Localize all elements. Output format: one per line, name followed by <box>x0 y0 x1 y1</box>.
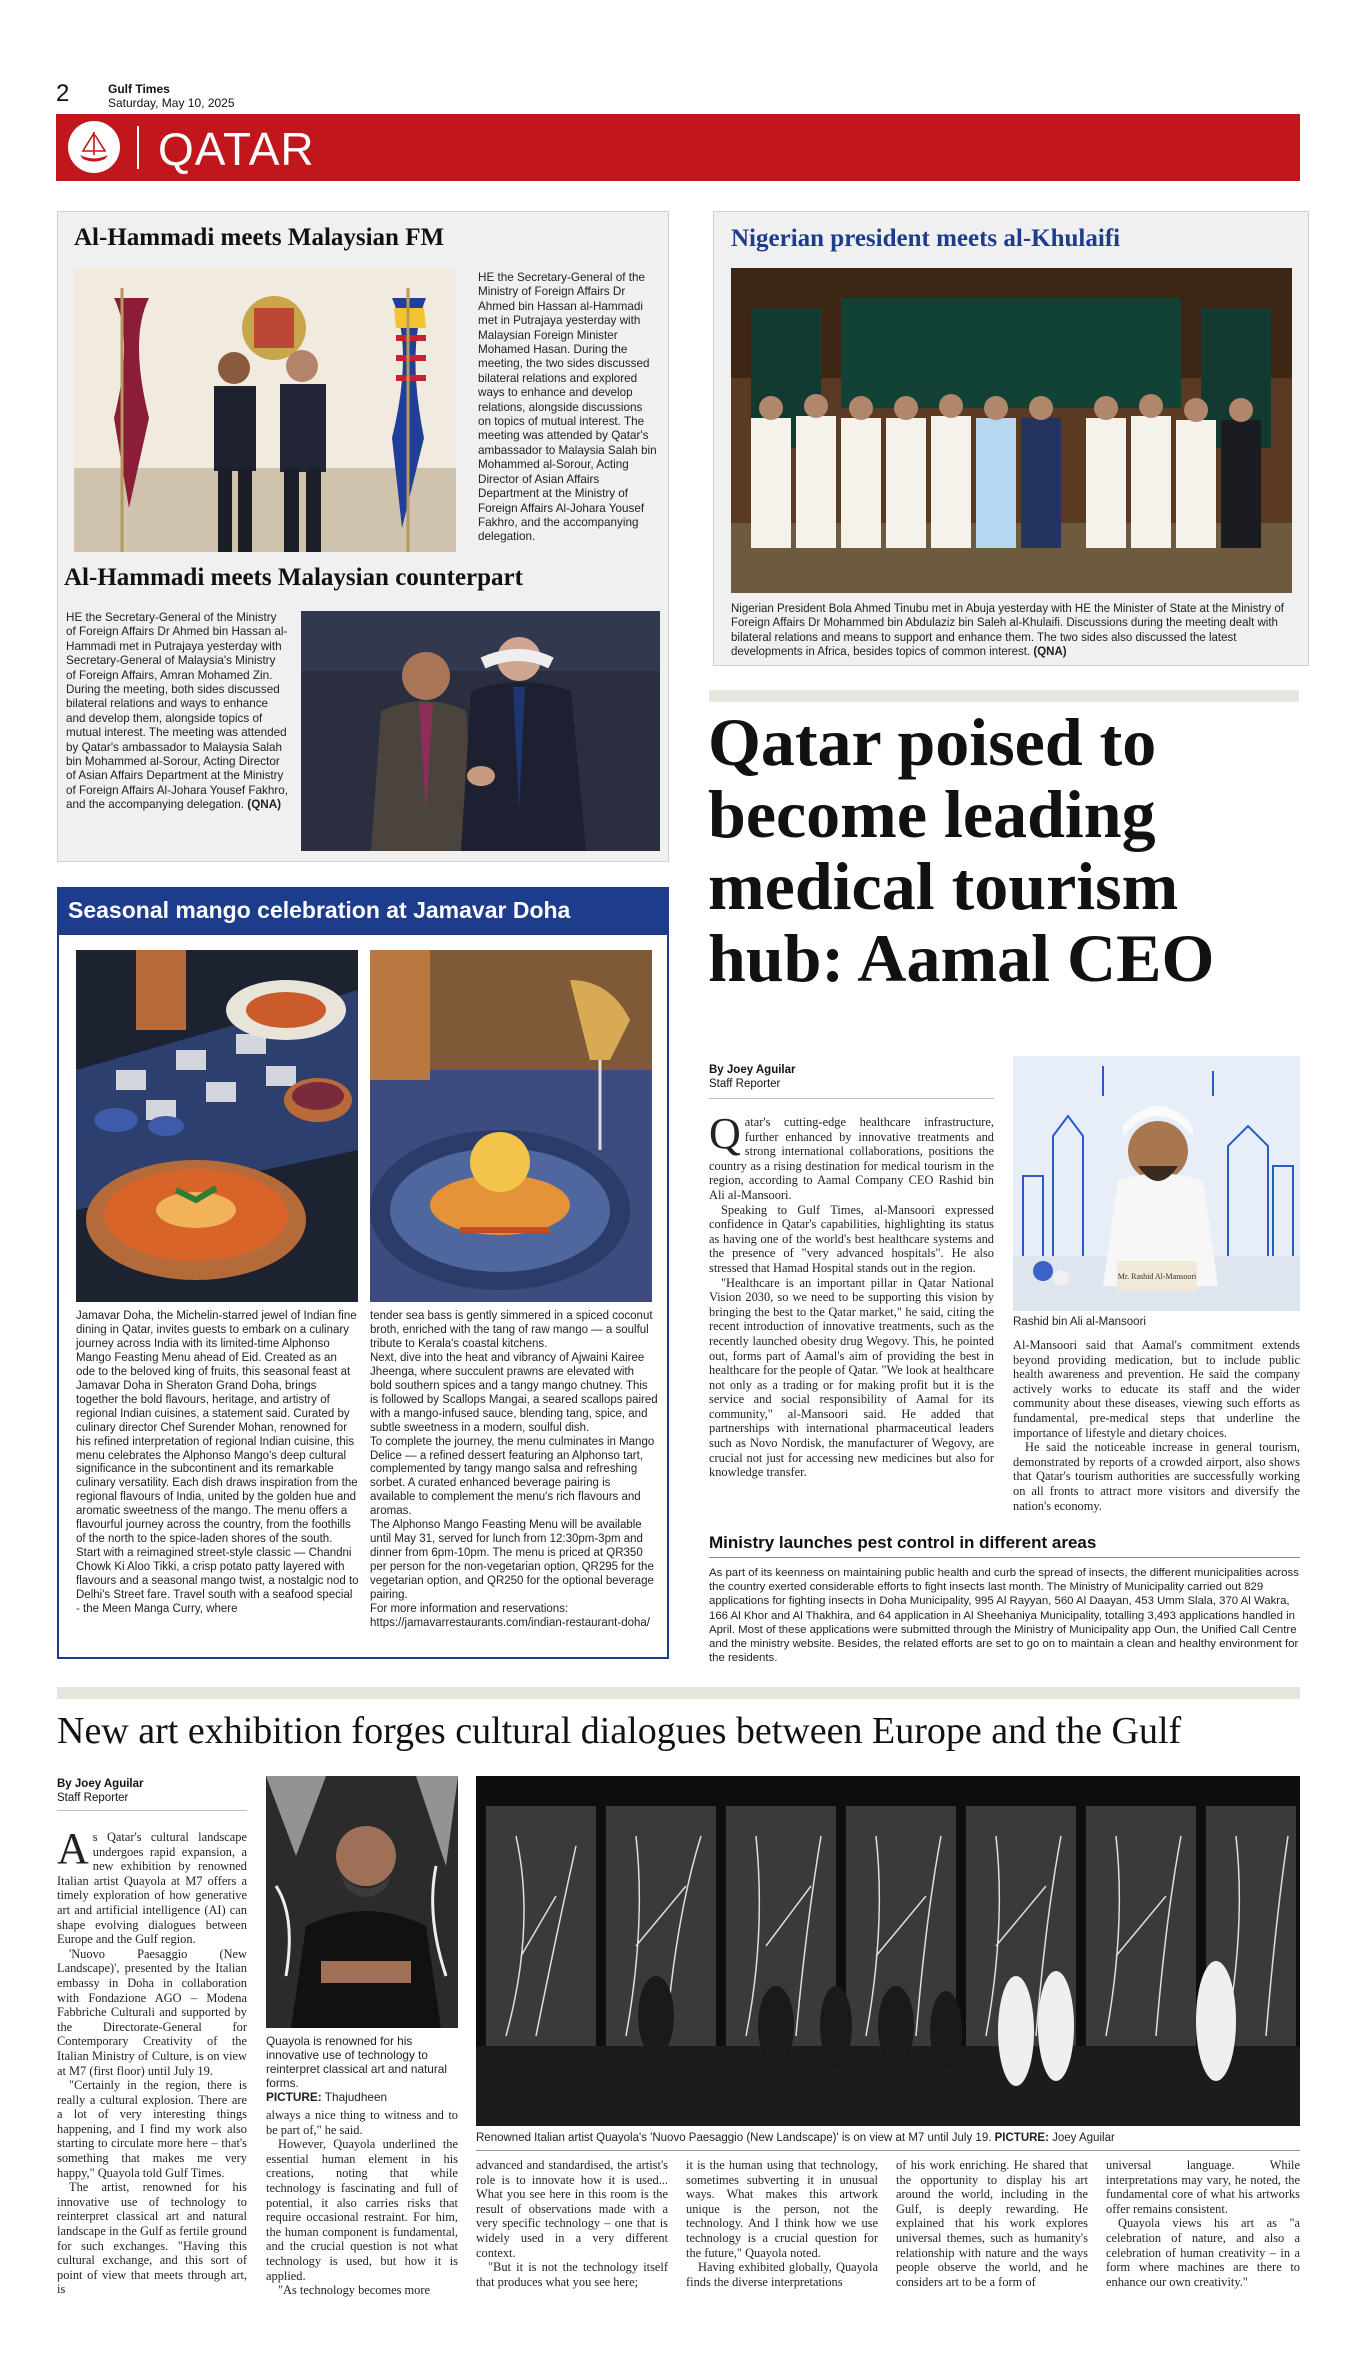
banner-divider <box>137 126 139 169</box>
art-c4-p2: Having exhibited globally, Quayola finds the diverse interpretations <box>686 2260 878 2289</box>
medical-p2: Speaking to Gulf Times, al-Mansoori expressed confidence in Qatar's capabilities, highlighting its status as having one of the world's best healthcare systems and the presence of "very advanced hospitals". He also stressed that Hamad Hospital stands out in the region. <box>709 1202 994 1275</box>
medical-byline-name: By Joey Aguilar <box>709 1064 796 1076</box>
mango-column-1 <box>76 1310 359 1617</box>
art-c1-p1: s Qatar's cultural landscape undergoes rapid expansion, a new exhibition by renowned Italian artist Quayola at M7 offers a timely exploration of how generative art and artificial intelligence (AI) can shape evolving dialogues between Europe and the Gulf region. <box>57 1830 247 1947</box>
art-c3-p2: "But it is not the technology itself that produces what you see here; <box>476 2260 668 2289</box>
hammadi-fm-photo <box>74 268 456 552</box>
art-c2-p2: However, Quayola underlined the essential human element in his creations, noting that while technology is fascinating and full of potential, it also carries risks that require occasional restraint. For him, the human component is fundamental, and the crucial question is not what technology is used, but how it is applied. <box>266 2137 458 2283</box>
nigerian-credit: (QNA) <box>1033 646 1067 659</box>
portrait-caption-text: Quayola is renowned for his innovative use of technology to reinterpret classical art and natural forms. <box>266 2034 447 2090</box>
art-c3-p1: advanced and standardised, the artist's role is to innovate how it is used... What you see here in this room is the result of observations made with a very specific technology – one that is widely used in a very different context. <box>476 2158 668 2260</box>
hammadi-counterpart-photo <box>301 611 660 851</box>
ceo-photo-caption: Rashid bin Ali al-Mansoori <box>1013 1316 1146 1328</box>
nigerian-photo <box>731 268 1292 593</box>
page-number: 2 <box>56 80 70 107</box>
gallery-caption <box>476 2131 1300 2145</box>
mango-photo-dishes <box>76 950 358 1302</box>
ceo-nameplate: Mr. Rashid Al-Mansoori <box>1117 1272 1197 1281</box>
art-c1-p3: "Certainly in the region, there is really a cultural explosion. There are a lot of very interesting things happening, and I find my work also starting to circulate more here – that's something that makes me very happy," Quayola told Gulf Times. <box>57 2078 247 2180</box>
gallery-photo <box>476 1776 1300 2126</box>
pest-text: As part of its keenness on maintaining public health and curb the spread of insects, the different municipalities across the country exerted considerable efforts to fight insects last month. The Ministry of Municipality carried out 829 applications for fighting insects in Doha Municipality, 995 Al Rayyan, 560 Al Daayan, 453 Umm Slala, 370 Al Wakra, 166 Al Khor and Al Thakhira, and 64 application in Al Sheehaniya Municipality, totalling 3,493 applications handled in April. Most of these applications were submitted through the Ministry of Municipality app Oun, the Unified Call Centre and the ministry website. Besides, the related efforts are set to go on to maintain a clean and healthy environment for the residents. <box>709 1567 1299 1665</box>
art-column-1 <box>57 1824 247 2297</box>
mango-col2-p1: tender sea bass is gently simmered in a spiced coconut broth, enriched with the tang of raw mango — a soulful tribute to Kerala's coastal kitchens. <box>370 1310 653 1350</box>
pest-headline: Ministry launches pest control in different areas <box>709 1533 1097 1552</box>
gallery-credit-label: PICTURE: <box>994 2132 1049 2144</box>
art-top-rule <box>57 1687 1300 1699</box>
nigerian-caption-text: Nigerian President Bola Ahmed Tinubu met in Abuja yesterday with HE the Minister of State at the Ministry of Foreign Affairs Dr Mohammed bin Abdulaziz bin Saleh al-Khulaifi. Discussions during the meeting dealt with bilateral relations and means to support and enhance them. The two sides also discussed the latest developments in Africa, besides topics of common interest. <box>731 603 1284 659</box>
mango-photo-dessert <box>370 950 652 1302</box>
art-c1-p2: 'Nuovo Paesaggio (New Landscape)', presented by the Italian embassy in Doha in collaboration with Fondazione AGO – Modena Fabbriche Culturali and supported by the Directorate-General for Contemporary Creativity of the Italian Ministry of Culture, is on view at M7 (first floor) until July 19. <box>57 1946 247 2078</box>
nigerian-headline: Nigerian president meets al-Khulaifi <box>731 225 1121 252</box>
hammadi-counterpart-credit: (QNA) <box>247 798 282 812</box>
hammadi-counterpart-text <box>66 611 288 813</box>
art-byline-role: Staff Reporter <box>57 1792 129 1804</box>
art-column-3 <box>476 2158 668 2289</box>
publication-date: Saturday, May 10, 2025 <box>108 96 235 110</box>
art-c1-p4: The artist, renowned for his innovative use of technology to reinterpret classical art and natural landscape in the Gulf as fertile ground for such exchanges. "Having this cultural exchange, and this sort of point of view that meets through art, is <box>57 2180 247 2297</box>
medical-byline-role: Staff Reporter <box>709 1078 781 1090</box>
nigerian-caption <box>731 602 1293 660</box>
hammadi-fm-text: HE the Secretary-General of the Ministry of Foreign Affairs Dr Ahmed bin Hassan al-Hammadi met in Putrajaya yesterday with Malaysian Foreign Minister Mohamed Hasan. During the meeting, the two sides discussed bilateral relations and explored ways to enhance and develop relations, alongside discussions on topics of mutual interest. The meeting was attended by Qatar's ambassador to Malaysia Salah bin Mohammed al-Sorour, Acting Director of Asian Affairs Department at the Ministry of Foreign Affairs Al-Johara Yousef Fakhro, and the accompanying delegation. <box>478 271 657 544</box>
mango-col1-p1: Jamavar Doha, the Michelin-starred jewel of Indian fine dining in Qatar, invites guests to embark on a culinary journey across India with its limited-time Alphonso Mango Feasting Menu ahead of Eid. Created as an ode to the beloved king of fruits, this seasonal feast at Jamavar Doha in Sheraton Grand Doha, brings together the bold flavours, heritage, and artistry of regional Indian cuisines, a statement said. Curated by culinary director Chef Surender Mohan, renowned for his refined interpretation of regional Indian cuisine, this menu celebrates the Alphonso Mango's deep cultural significance in the subcontinent and its remarkable culinary versatility. Each dish draws inspiration from the regional flavours of India, united by the golden hue and aromatic sweetness of the mango. The menu offers a flavourful journey across the country, from the foothills of the north to the spice-laden shores of the south. <box>76 1310 358 1546</box>
medical-p4: Al-Mansoori said that Aamal's commitment extends beyond providing medication, but to include public health awareness and prevention. He said the company actively works to educate its staff and the wider community about these diseases, viewing such efforts as fundamental, pre-medical steps that underline the importance of lifestyle and dietary choices. <box>1013 1338 1300 1440</box>
medical-headline: Qatar poised to become leading medical tourism hub: Aamal CEO <box>708 704 1215 996</box>
medical-byline-rule <box>709 1098 994 1099</box>
mango-headline: Seasonal mango celebration at Jamavar Doha <box>68 897 571 923</box>
gallery-caption-text: Renowned Italian artist Quayola's 'Nuovo Paesaggio (New Landscape)' is on view at M7 until July 19. <box>476 2132 992 2144</box>
art-column-5 <box>896 2158 1088 2289</box>
publication-name: Gulf Times <box>108 82 170 96</box>
section-title: QATAR <box>158 123 315 175</box>
art-column-4 <box>686 2158 878 2289</box>
art-c4-p1: it is the human using that technology, sometimes subverting it in unusual ways. What makes this artwork unique is the person, not the technology. And I think how we use technology is a crucial question for the future," Quayola noted. <box>686 2158 878 2260</box>
medical-p1: atar's cutting-edge healthcare infrastructure, further enhanced by innovative treatments and strong international collaborations, positions the country as a rising destination for medical tourism in the region, according to Aamal Company CEO Rashid bin Ali al-Mansoori. <box>709 1115 994 1202</box>
art-byline-rule <box>57 1810 247 1811</box>
mango-col2-p2: Next, dive into the heat and vibrancy of Ajwaini Kairee Jheenga, where succulent prawns are elevated with bold southern spices and a tangy mango chutney. This is followed by Scallops Mangai, a seared scallops paired with a mango-infused sauce, blending tang, spice, and subtle sweetness in a modern, soulful dish. <box>370 1351 658 1434</box>
hammadi-counterpart-body: HE the Secretary-General of the Ministry of Foreign Affairs Dr Ahmed bin Hassan al-Hammadi met in Putrajaya yesterday with Secretary-General of Malaysia's Ministry of Foreign Affairs, Amran Mohamed Zin. During the meeting, both sides discussed bilateral relations and ways to enhance and develop them, alongside topics of mutual interest. The meeting was attended by Qatar's ambassador to Malaysia Salah bin Mohammed al-Sorour, Acting Director of Asian Affairs Department at the Ministry of Foreign Affairs Al-Johara Yousef Fakhro, and the accompanying delegation. <box>66 611 288 812</box>
portrait-credit: Thajudheen <box>324 2090 388 2104</box>
art-dropcap: A <box>57 1824 89 1873</box>
art-byline-name: By Joey Aguilar <box>57 1778 144 1790</box>
medical-top-rule <box>709 690 1299 702</box>
ceo-photo <box>1013 1056 1300 1311</box>
gallery-credit: Joey Aguilar <box>1052 2132 1115 2144</box>
dhow-logo-icon <box>68 121 120 173</box>
art-c2-p3: "As technology becomes more <box>278 2283 430 2298</box>
art-c6-p1: universal language. While interpretations may vary, he noted, the fundamental core of what his artworks offer remains consistent. <box>1106 2158 1300 2216</box>
hammadi-fm-headline: Al-Hammadi meets Malaysian FM <box>74 224 445 251</box>
portrait-credit-label: PICTURE: <box>266 2090 322 2104</box>
art-headline: New art exhibition forges cultural dialogues between Europe and the Gulf <box>57 1710 1182 1752</box>
medical-column-2 <box>1013 1338 1300 1513</box>
portrait-caption <box>266 2034 458 2104</box>
pest-rule <box>709 1557 1300 1558</box>
quayola-portrait <box>266 1776 458 2028</box>
medical-p5: He said the noticeable increase in general tourism, demonstrated by reports of a crowded airport, also shows that Qatar's tourism authorities are successfully working on all fronts to attract more visitors and diversify the nation's economy. <box>1013 1440 1300 1513</box>
art-c5-p1: of his work enriching. He shared that the opportunity to display his art around the world, including in the Gulf, is deeply rewarding. He explained that his work explores universal themes, such as humanity's relationship with nature and the ways people observe the world, and he considers art to be a form of <box>896 2158 1088 2289</box>
art-c2-p1: always a nice thing to witness and to be part of," he said. <box>266 2108 458 2137</box>
gallery-caption-rule <box>476 2150 1300 2151</box>
mango-col2-p3: To complete the journey, the menu culminates in Mango Delice — a refined dessert featuring an Alphonso tart, complemented by tangy mango salsa and refreshing sorbet. A curated enhanced beverage pairing is available to complement the menu's rich flavours and aromas. <box>370 1435 655 1518</box>
hammadi-counterpart-headline: Al-Hammadi meets Malaysian counterpart <box>64 564 523 591</box>
medical-p3: "Healthcare is an important pillar in Qatar National Vision 2030, so we need to be supporting this vision by bringing the best to the Qatar market," he said, citing the recent introduction of innovative treatments, such as the recently launched obesity drug Wegovy. This, he pointed out, forms part of Aamal's aim of providing the best in healthcare for the people of Qatar. "We look at healthcare not only as a trading or for making profit but it is the service and social responsibility of Aamal for its community," al-Mansoori said. He added that partnerships with international pharmaceutical leaders such as Novo Nordisk, the manufacturer of Wegovy, are crucial not just for accessing new medicines but also for knowledge transfer. <box>709 1275 994 1480</box>
art-c6-p2: Quayola views his art as "a celebration of nature, and also a celebration of human creativity – in a form where machines are there to enhance our own creativity." <box>1106 2216 1300 2289</box>
mango-column-2 <box>370 1310 658 1631</box>
art-column-2 <box>266 2108 458 2298</box>
medical-dropcap: Q <box>709 1109 741 1158</box>
art-column-6 <box>1106 2158 1300 2289</box>
mango-col2-p4: The Alphonso Mango Feasting Menu will be available until May 31, served for lunch from 12:30pm-3pm and dinner from 6pm-10pm. The menu is priced at QR350 per person for the non-vegetarian option, QR295 for the vegetarian option, and QR250 for the optional beverage pairing. <box>370 1519 654 1602</box>
mango-col1-p2: Start with a reimagined street-style classic — Chandni Chowk Ki Aloo Tikki, a crisp potato patty layered with flavours and a seasonal mango twist, a nostalgic nod to Delhi's Street fare. Travel south with a seafood special - the Meen Manga Curry, where <box>76 1547 359 1616</box>
medical-column-1 <box>709 1109 994 1480</box>
mango-col2-p5: For more information and reservations: https://jamavarrestaurants.com/indian-restaurant-doha/ <box>370 1603 650 1629</box>
